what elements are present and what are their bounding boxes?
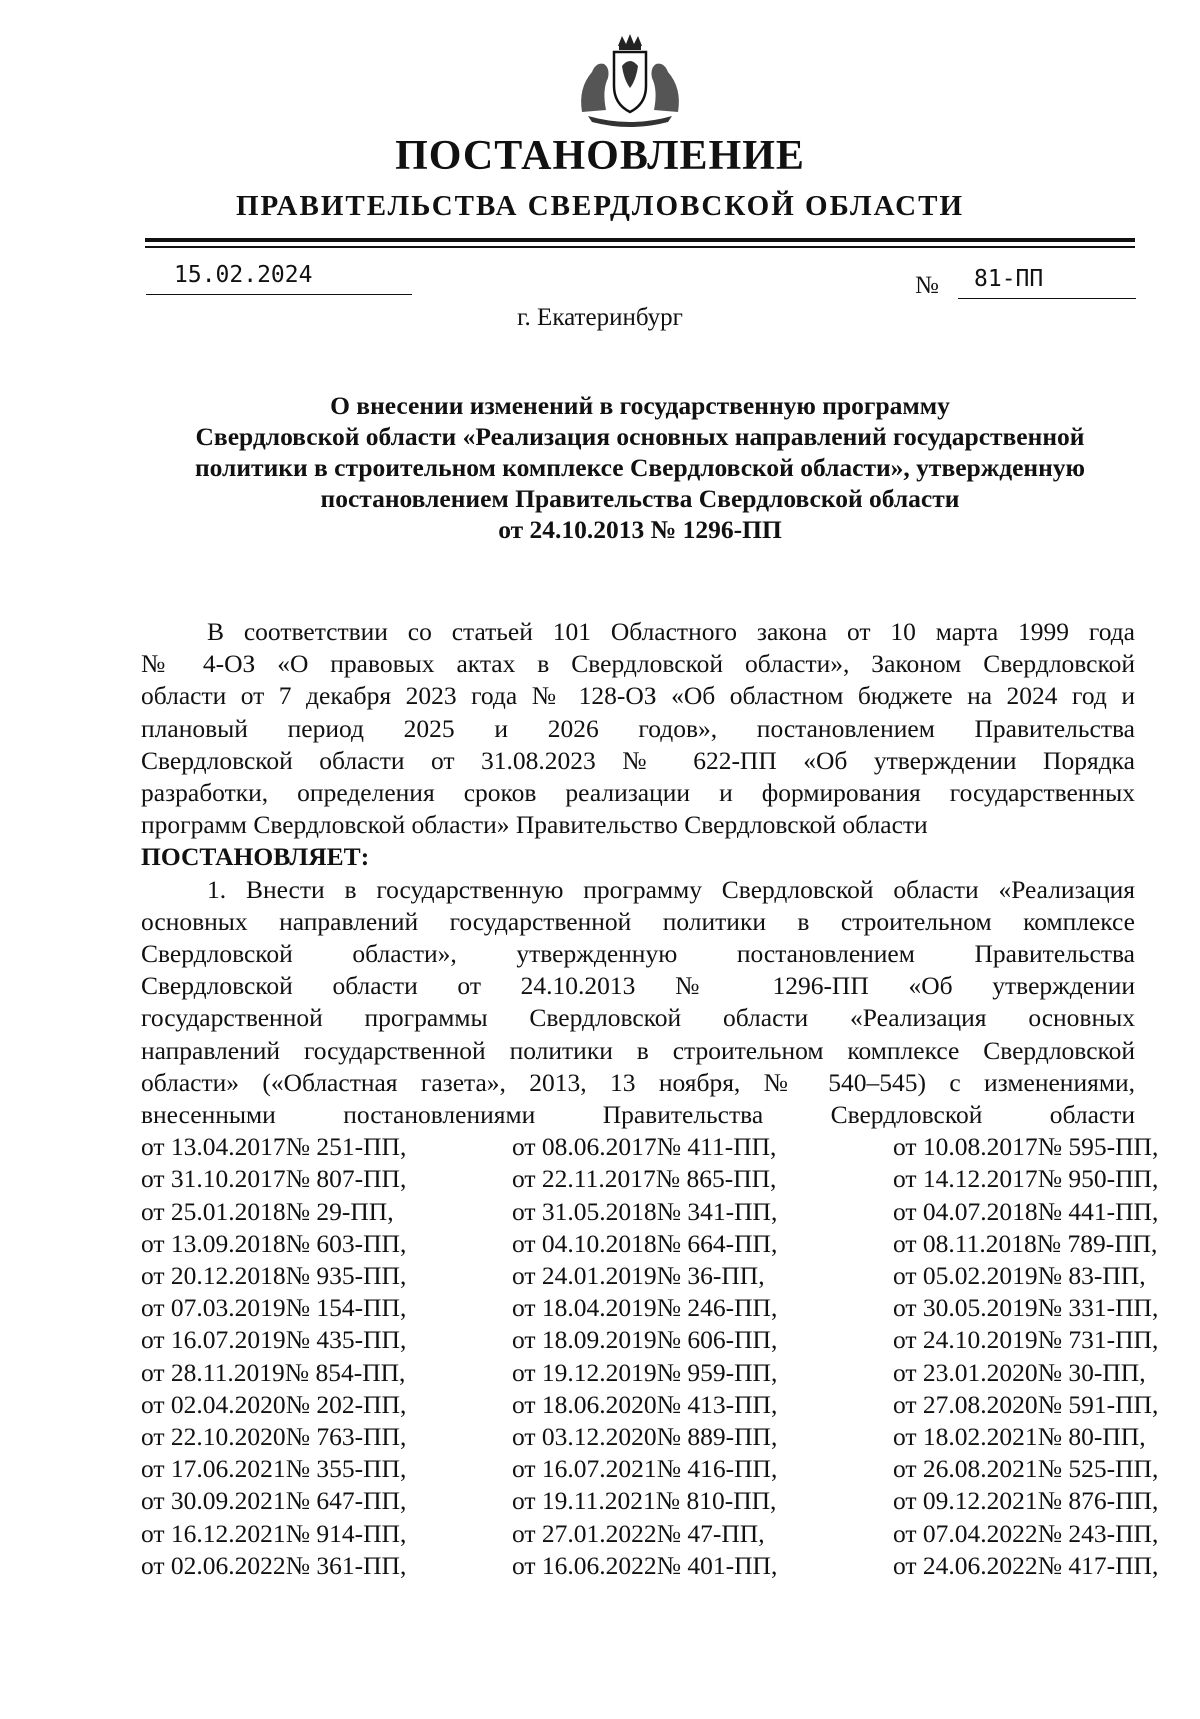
amendment-ref xyxy=(893,1550,1159,1582)
amendment-ref xyxy=(893,1228,1158,1260)
amendment-ref xyxy=(141,1550,407,1582)
amendment-date: от 20.12.2018 xyxy=(141,1261,286,1291)
amendment-row xyxy=(141,1518,1159,1550)
amendment-list xyxy=(141,1131,1159,1582)
amendment-date: от 19.11.2021 xyxy=(512,1486,656,1516)
amendment-date: от 18.04.2019 xyxy=(512,1293,657,1323)
amendment-ref xyxy=(893,1518,1159,1550)
preamble-line: В соответствии со статьей 101 Областного закона от 10 марта 1999 года xyxy=(207,617,1135,646)
amendment-number: № 47-ПП, xyxy=(656,1518,765,1548)
item1-line: области» («Областная газета», 2013, 13 ноября, № 540–545) с изменениями, xyxy=(141,1067,1135,1097)
amendment-number: № 664-ПП, xyxy=(656,1228,778,1258)
document-heading xyxy=(140,390,1140,545)
amendment-date: от 27.08.2020 xyxy=(893,1389,1038,1419)
amendment-ref xyxy=(893,1421,1146,1453)
header-rule-thick xyxy=(145,238,1135,242)
document-subtitle: ПРАВИТЕЛЬСТВА СВЕРДЛОВСКОЙ ОБЛАСТИ xyxy=(235,190,965,222)
amendment-row xyxy=(141,1260,1146,1292)
amendment-number: № 36-ПП, xyxy=(656,1261,765,1291)
amendment-number: № 591-ПП, xyxy=(1037,1389,1159,1419)
amendment-number: № 435-ПП, xyxy=(285,1325,407,1355)
item1-line: Свердловской области от 24.10.2013 № 1296-ПП «Об утверждении xyxy=(141,971,1135,1001)
amendment-row xyxy=(141,1357,1146,1389)
amendment-number: № 914-ПП, xyxy=(285,1518,407,1548)
item1-line: внесенными постановлениями Правительства Свердловской области xyxy=(141,1100,1135,1130)
amendment-ref xyxy=(512,1260,765,1292)
amendment-row xyxy=(141,1453,1159,1485)
amendment-number: № 154-ПП, xyxy=(285,1293,407,1323)
amendment-date: от 25.01.2018 xyxy=(141,1196,286,1226)
document-number: 81-ПП xyxy=(974,266,1044,292)
amendment-date: от 22.11.2017 xyxy=(512,1164,656,1194)
amendment-ref xyxy=(141,1196,394,1228)
amendment-date: от 02.06.2022 xyxy=(141,1550,286,1580)
amendment-number: № 854-ПП, xyxy=(284,1357,406,1387)
amendment-row xyxy=(141,1196,1159,1228)
amendment-date: от 31.10.2017 xyxy=(141,1164,286,1194)
preamble-line: разработки, определения сроков реализации и формирования государственных xyxy=(141,778,1135,808)
amendment-row xyxy=(141,1163,1159,1195)
amendment-number: № 83-ПП, xyxy=(1037,1261,1146,1291)
decree-word: ПОСТАНОВЛЯЕТ: xyxy=(141,842,370,872)
amendment-row xyxy=(141,1228,1158,1260)
amendment-number: № 361-ПП, xyxy=(285,1550,407,1580)
amendment-date: от 18.09.2019 xyxy=(512,1325,657,1355)
item1-line: 1. Внести в государственную программу Свердловской области «Реализация xyxy=(207,874,1135,904)
document-title: ПОСТАНОВЛЕНИЕ xyxy=(395,133,805,179)
amendment-number: № 416-ПП, xyxy=(656,1454,778,1484)
amendment-ref xyxy=(141,1485,407,1517)
amendment-row xyxy=(141,1485,1159,1517)
amendment-ref xyxy=(512,1163,777,1195)
amendment-ref xyxy=(893,1389,1159,1421)
heading-line: О внесении изменений в государственную программу xyxy=(330,391,950,420)
coat-of-arms-icon xyxy=(570,32,690,128)
amendment-ref xyxy=(141,1324,407,1356)
amendment-number: № 810-ПП, xyxy=(655,1486,777,1516)
amendment-number: № 331-ПП, xyxy=(1037,1293,1159,1323)
amendment-ref xyxy=(512,1389,778,1421)
amendment-date: от 28.11.2019 xyxy=(141,1357,285,1387)
amendment-date: от 24.01.2019 xyxy=(512,1261,657,1291)
amendment-ref xyxy=(141,1131,407,1163)
amendment-number: № 246-ПП, xyxy=(656,1293,778,1323)
amendment-ref xyxy=(512,1453,778,1485)
amendment-number: № 355-ПП, xyxy=(285,1454,407,1484)
amendment-ref xyxy=(512,1550,778,1582)
item1-line: государственной программы Свердловской области «Реализация основных xyxy=(141,1003,1135,1033)
document-date: 15.02.2024 xyxy=(174,262,313,288)
amendment-number: № 80-ПП, xyxy=(1037,1422,1146,1452)
preamble-line: программ Свердловской области» Правительство Свердловской области xyxy=(141,810,928,840)
amendment-date: от 18.02.2021 xyxy=(893,1422,1038,1452)
amendment-number: № 413-ПП, xyxy=(656,1389,778,1419)
amendment-date: от 13.04.2017 xyxy=(141,1132,286,1162)
amendment-date: от 16.07.2021 xyxy=(512,1454,657,1484)
item1-line: направлений государственной политики в строительном комплексе Свердловской xyxy=(141,1035,1135,1065)
amendment-ref xyxy=(141,1163,407,1195)
heading-line: Свердловской области «Реализация основных направлений государственной xyxy=(195,422,1085,451)
amendment-ref xyxy=(141,1518,407,1550)
amendment-ref xyxy=(893,1357,1146,1389)
header-rule-thin xyxy=(145,246,1135,248)
amendment-ref xyxy=(893,1485,1159,1517)
amendment-ref xyxy=(141,1292,407,1324)
amendment-number: № 959-ПП, xyxy=(656,1357,778,1387)
amendment-ref xyxy=(893,1453,1159,1485)
amendment-number: № 935-ПП, xyxy=(285,1261,407,1291)
amendment-ref xyxy=(893,1196,1159,1228)
amendment-ref xyxy=(141,1421,407,1453)
heading-line: политики в строительном комплексе Свердловской области», утвержденную xyxy=(194,453,1086,482)
amendment-number: № 441-ПП, xyxy=(1037,1196,1159,1226)
amendment-date: от 26.08.2021 xyxy=(893,1454,1038,1484)
amendment-row xyxy=(141,1292,1159,1324)
heading-line: от 24.10.2013 № 1296-ПП xyxy=(498,515,782,544)
amendment-date: от 04.07.2018 xyxy=(893,1196,1038,1226)
amendment-date: от 30.09.2021 xyxy=(141,1486,286,1516)
amendment-ref xyxy=(512,1228,778,1260)
amendment-date: от 24.06.2022 xyxy=(893,1550,1038,1580)
document-date-field xyxy=(146,260,412,295)
amendment-date: от 03.12.2020 xyxy=(512,1422,657,1452)
amendment-number: № 789-ПП, xyxy=(1036,1228,1158,1258)
amendment-date: от 14.12.2017 xyxy=(893,1164,1038,1194)
amendment-date: от 16.06.2022 xyxy=(512,1550,657,1580)
amendment-ref xyxy=(512,1485,777,1517)
preamble-line: плановый период 2025 и 2026 годов», постановлением Правительства xyxy=(141,713,1135,743)
amendment-date: от 10.08.2017 xyxy=(893,1132,1038,1162)
amendment-ref xyxy=(512,1357,778,1389)
amendment-ref xyxy=(141,1389,407,1421)
amendment-ref xyxy=(512,1131,777,1163)
amendment-row xyxy=(141,1421,1146,1453)
amendment-row xyxy=(141,1324,1159,1356)
amendment-ref xyxy=(512,1292,778,1324)
amendment-number: № 411-ПП, xyxy=(656,1132,777,1162)
amendment-ref xyxy=(141,1357,406,1389)
amendment-number: № 341-ПП, xyxy=(656,1196,778,1226)
amendment-date: от 08.11.2018 xyxy=(893,1228,1037,1258)
amendment-ref xyxy=(141,1228,407,1260)
amendment-date: от 24.10.2019 xyxy=(893,1325,1038,1355)
amendment-ref xyxy=(893,1131,1159,1163)
amendment-date: от 31.05.2018 xyxy=(512,1196,657,1226)
amendment-row xyxy=(141,1131,1159,1163)
amendment-date: от 09.12.2021 xyxy=(893,1486,1038,1516)
amendment-ref xyxy=(512,1196,778,1228)
amendment-date: от 13.09.2018 xyxy=(141,1228,286,1258)
amendment-ref xyxy=(512,1518,765,1550)
amendment-ref xyxy=(512,1324,778,1356)
document-number-field xyxy=(958,262,1136,299)
amendment-number: № 243-ПП, xyxy=(1037,1518,1159,1548)
amendment-date: от 05.02.2019 xyxy=(893,1261,1038,1291)
amendment-ref xyxy=(893,1292,1159,1324)
amendment-number: № 950-ПП, xyxy=(1037,1164,1159,1194)
preamble-line: области от 7 декабря 2023 года № 128-ОЗ «Об областном бюджете на 2024 год и xyxy=(141,681,1135,711)
amendment-number: № 417-ПП, xyxy=(1037,1550,1159,1580)
amendment-date: от 17.06.2021 xyxy=(141,1454,286,1484)
amendment-row xyxy=(141,1389,1159,1421)
amendment-date: от 18.06.2020 xyxy=(512,1389,657,1419)
preamble-line: № 4-ОЗ «О правовых актах в Свердловской области», Законом Свердловской xyxy=(141,649,1135,679)
amendment-date: от 04.10.2018 xyxy=(512,1228,657,1258)
amendment-number: № 525-ПП, xyxy=(1037,1454,1159,1484)
amendment-ref xyxy=(512,1421,778,1453)
amendment-number: № 30-ПП, xyxy=(1037,1357,1146,1387)
amendment-date: от 22.10.2020 xyxy=(141,1422,286,1452)
amendment-number: № 731-ПП, xyxy=(1037,1325,1159,1355)
amendment-date: от 16.12.2021 xyxy=(141,1518,286,1548)
amendment-number: № 29-ПП, xyxy=(285,1196,394,1226)
amendment-number: № 251-ПП, xyxy=(285,1132,407,1162)
amendment-ref xyxy=(893,1260,1146,1292)
amendment-number: № 606-ПП, xyxy=(656,1325,778,1355)
amendment-date: от 07.03.2019 xyxy=(141,1293,286,1323)
amendment-date: от 07.04.2022 xyxy=(893,1518,1038,1548)
item1-line: основных направлений государственной политики в строительном комплексе xyxy=(141,906,1135,936)
amendment-number: № 807-ПП, xyxy=(285,1164,407,1194)
amendment-number: № 603-ПП, xyxy=(285,1228,407,1258)
amendment-number: № 763-ПП, xyxy=(285,1422,407,1452)
amendment-date: от 23.01.2020 xyxy=(893,1357,1038,1387)
amendment-ref xyxy=(893,1163,1159,1195)
amendment-number: № 595-ПП, xyxy=(1037,1132,1159,1162)
amendment-date: от 27.01.2022 xyxy=(512,1518,657,1548)
document-body xyxy=(141,616,1159,1582)
amendment-date: от 19.12.2019 xyxy=(512,1357,657,1387)
amendment-ref xyxy=(893,1324,1159,1356)
amendment-number: № 876-ПП, xyxy=(1037,1486,1159,1516)
amendment-date: от 08.06.2017 xyxy=(512,1132,657,1162)
document-city: г. Екатеринбург xyxy=(517,304,683,331)
amendment-number: № 889-ПП, xyxy=(656,1422,778,1452)
amendment-date: от 16.07.2019 xyxy=(141,1325,286,1355)
item1-line: Свердловской области», утвержденную постановлением Правительства xyxy=(141,939,1135,969)
amendment-number: № 401-ПП, xyxy=(656,1550,778,1580)
amendment-date: от 02.04.2020 xyxy=(141,1389,286,1419)
amendment-row xyxy=(141,1550,1159,1582)
amendment-date: от 30.05.2019 xyxy=(893,1293,1038,1323)
amendment-ref xyxy=(141,1453,407,1485)
preamble-line: Свердловской области от 31.08.2023 № 622-ПП «Об утверждении Порядка xyxy=(141,745,1135,775)
amendment-number: № 865-ПП, xyxy=(655,1164,777,1194)
amendment-number: № 647-ПП, xyxy=(285,1486,407,1516)
heading-line: постановлением Правительства Свердловской области xyxy=(320,484,960,513)
amendment-number: № 202-ПП, xyxy=(285,1389,407,1419)
number-sign: № xyxy=(915,272,939,299)
amendment-ref xyxy=(141,1260,407,1292)
